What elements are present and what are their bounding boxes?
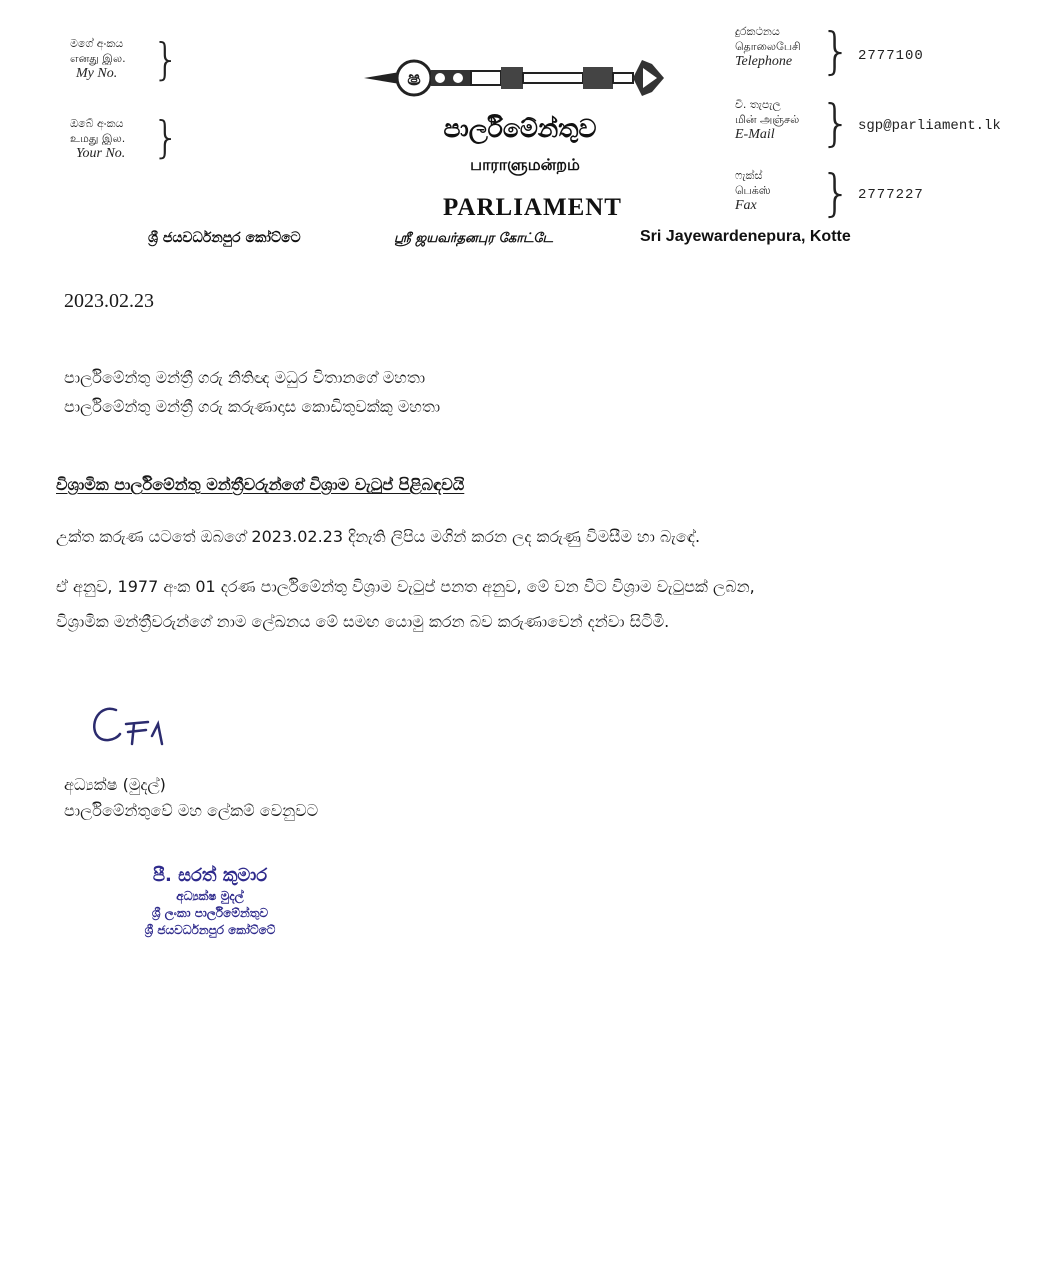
title-si: පාර්ලිමේන්තුව [443, 114, 597, 143]
title-en: PARLIAMENT [443, 194, 622, 221]
telephone-en: Telephone [735, 54, 793, 69]
official-stamp [110, 864, 310, 939]
signoff-title: අධ්‍යක්ෂ (මුදල්) [64, 775, 166, 794]
recipient-1: පාර්ලිමේන්තු මන්ත්‍රී ගරු නිතිඥ මධුර විතානගේ මහතා [64, 368, 426, 387]
email-brace: } [820, 94, 852, 152]
stamp-line-3: ශ්‍රී ජයවර්ධනපුර කෝට්ටේ [144, 923, 276, 937]
telephone-brace: } [820, 22, 852, 80]
fax-brace: } [820, 164, 852, 222]
parliament-mace-emblem [362, 52, 667, 108]
handwritten-signature [86, 700, 186, 760]
paragraph-2-line-1: ඒ අනුව, 1977 අංක 01 දරණ පාර්ලිමේන්තු විශ්‍රාම වැටුප් පනත අනුව, මේ වන විට විශ්‍රාම වැටුපක් ලබන, [56, 577, 755, 596]
location-ta: ஸ்ரீ ஜயவர்தனபுர கோட்டே [394, 231, 553, 246]
fax-block [735, 168, 825, 214]
letter-date: 2023.02.23 [64, 290, 154, 312]
svg-text:ෂ: ෂ [407, 66, 421, 90]
email-value: sgp@parliament.lk [858, 118, 1001, 134]
my-no-brace: } [152, 34, 180, 85]
your-no-ta: உமது இல. [70, 132, 126, 145]
your-no-en: Your No. [76, 146, 126, 161]
paragraph-1: උක්ත කරුණ යටතේ ඔබගේ 2023.02.23 දිනැති ලිපිය මගින් කරන ලද කරුණු විමසීම හා බැඳේ. [56, 527, 701, 546]
stamp-name: පී. සරත් කුමාර [152, 865, 268, 886]
location-en: Sri Jayewardenepura, Kotte [640, 228, 851, 245]
email-si: වි. තැපැල [735, 98, 781, 111]
telephone-ta: தொலைபேசி [735, 40, 801, 53]
fax-ta: பெக்ஸ் [735, 184, 771, 197]
paragraph-2-line-2: විශ්‍රාමික මන්ත්‍රීවරුන්ගේ නාම ලේඛනය මේ සමඟ යොමු කරන බව කරුණාවෙන් දන්වා සිටිමි. [56, 612, 670, 631]
my-no-si: මගේ අංකය [70, 37, 124, 50]
fax-value: 2777227 [858, 187, 924, 203]
telephone-value: 2777100 [858, 48, 924, 64]
telephone-block [735, 24, 825, 70]
your-no-brace: } [152, 112, 180, 163]
my-no-en: My No. [76, 66, 118, 81]
signoff-behalf: පාර්ලිමේන්තුවේ මහ ලේකම් වෙනුවට [64, 801, 319, 820]
email-en: E-Mail [735, 127, 775, 142]
fax-en: Fax [735, 198, 757, 213]
title-ta: பாராளுமன்றம் [470, 155, 580, 174]
fax-si: ෆැක්ස් [735, 169, 763, 182]
location-si: ශ්‍රී ජයවර්ධනපුර කෝට්ටෙ [148, 230, 301, 246]
email-block [735, 97, 825, 143]
stamp-line-1: අධ්‍යක්ෂ මුදල් [176, 889, 244, 903]
telephone-si: දුරකථනය [735, 25, 780, 38]
recipient-2: පාර්ලිමේන්තු මන්ත්‍රී ගරු කරුණාදාස කොඩිතුවක්කු මහතා [64, 397, 441, 416]
my-no-ta: எனது இல. [70, 52, 126, 65]
email-ta: மின் அஞ்சல் [735, 113, 800, 126]
letter-subject: විශ්‍රාමික පාර්ලිමේන්තු මන්ත්‍රීවරුන්ගේ විශ්‍රාම වැටුප් පිළිබඳවයි [56, 475, 465, 494]
stamp-line-2: ශ්‍රී ලංකා පාර්ලිමේන්තුව [151, 906, 269, 920]
your-no-si: ඔබේ අංකය [70, 117, 124, 130]
